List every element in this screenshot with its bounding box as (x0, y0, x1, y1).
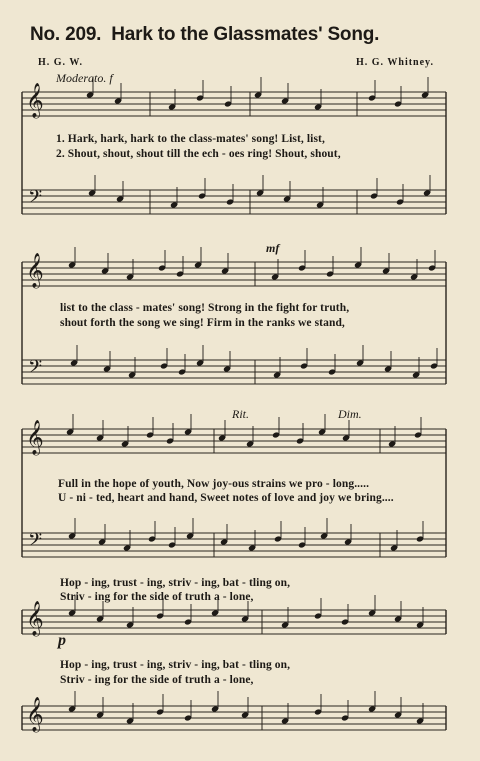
system4-lower-verse2-lyric: Striv - ing for the side of truth a - lone, (60, 674, 254, 686)
hymn-title: Hark to the Glassmates' Song. (111, 24, 380, 45)
system4-lower-verse1-lyric: Hop - ing, trust - ing, striv - ing, bat - tling on, (60, 659, 291, 671)
system1-bass-clef-icon: 𝄢 (28, 187, 43, 212)
dim-marking: Dim. (338, 407, 362, 421)
words-credit: H. G. W. (38, 57, 83, 68)
system2-bass-clef-icon: 𝄢 (28, 357, 43, 382)
system4-upper-clef-icon: 𝄞 (26, 601, 44, 636)
system3-bass-clef-icon: 𝄢 (28, 530, 43, 555)
system3-verse2-lyric: U - ni - ted, heart and hand, Sweet notes of love and joy we bring.... (58, 492, 394, 504)
system1-verse2-lyric: 2. Shout, shout, shout till the ech - oes ring! Shout, shout, (56, 148, 341, 160)
rit-marking: Rit. (232, 407, 249, 421)
mf-marking: mf (266, 241, 280, 255)
music-credit: H. G. Whitney. (356, 57, 434, 68)
system4-upper-verse2-lyric: Striv - ing for the side of truth a - lone, (60, 591, 254, 603)
system3-treble-clef-icon: 𝄞 (26, 420, 44, 455)
notes (66, 77, 438, 725)
hymn-number: No. 209. (30, 24, 102, 45)
system2-verse1-lyric: list to the class - mates' song! Strong in the fight for truth, (60, 302, 350, 314)
system3-verse1-lyric: Full in the hope of youth, Now joy-ous strains we pro - long..... (58, 478, 370, 490)
system1-verse1-lyric: 1. Hark, hark, hark to the class-mates' song! List, list, (56, 133, 325, 145)
system2-verse2-lyric: shout forth the song we sing! Firm in the ranks we stand, (60, 317, 345, 329)
p-marking: p (58, 632, 66, 649)
tempo-marking: Moderato. f (56, 71, 113, 85)
system2-treble-clef-icon: 𝄞 (26, 253, 44, 288)
system4-upper-verse1-lyric: Hop - ing, trust - ing, striv - ing, bat - tling on, (60, 577, 291, 589)
system1-treble-clef-icon: 𝄞 (26, 83, 44, 118)
system4-lower-clef-icon: 𝄞 (26, 697, 44, 732)
staff-lines (22, 83, 446, 733)
